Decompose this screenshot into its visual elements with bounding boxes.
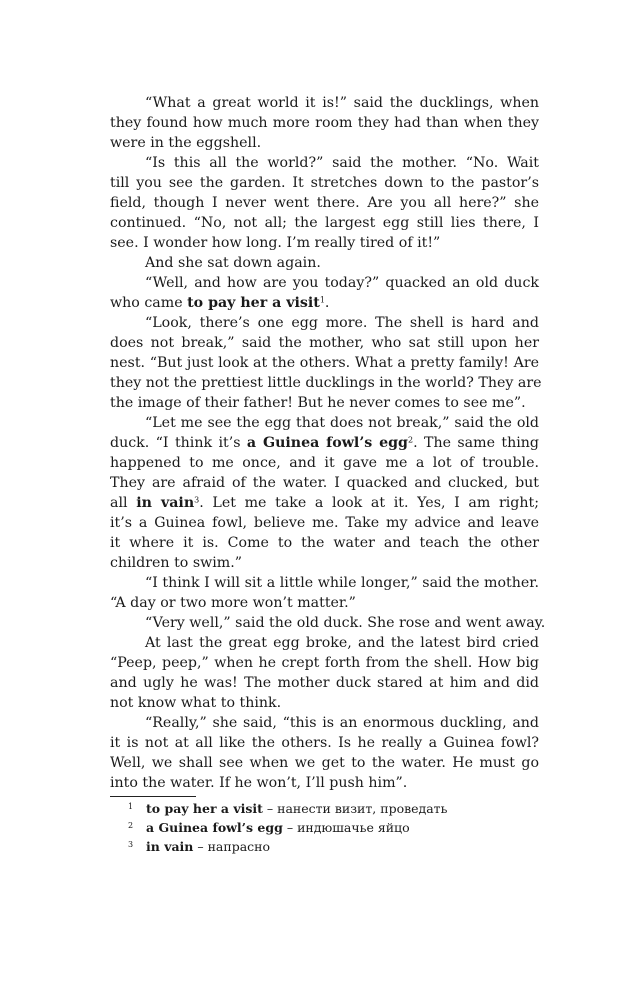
text-line: Well, we shall see when we get to the water. He must go	[110, 755, 539, 771]
text-line: “Well, and how are you today?” quacked an old duck	[145, 275, 539, 291]
text-line: “Is this all the world?” said the mother. “No. Wait	[145, 155, 539, 171]
footnote-dash: –	[262, 801, 278, 816]
text-line: till you see the garden. It stretches down to the pastor’s	[110, 175, 539, 191]
text-line: happened to me once, and it gave me a lot of trouble.	[110, 455, 539, 471]
text-line: nest. “But just look at the others. What a pretty family! Are	[110, 355, 539, 371]
footnote-term: to pay her a visit	[146, 801, 263, 816]
text-line: They are afraid of the water. I quacked and clucked, but	[110, 475, 539, 491]
text-line: into the water. If he won’t, I’ll push him”.	[110, 775, 408, 791]
text-run: who came	[110, 295, 188, 311]
text-line: And she sat down again.	[145, 255, 321, 271]
text-line: see. I wonder how long. I’m really tired of it!”	[110, 235, 441, 251]
text-line: At last the great egg broke, and the latest bird cried	[145, 635, 539, 651]
footnote-gloss: напрасно	[207, 839, 271, 854]
text-line: “What a great world it is!” said the ducklings, when	[145, 95, 539, 111]
footnote: 1 to pay her a visit – нанести визит, проведать	[128, 801, 448, 816]
glossed-phrase: to pay her a visit	[187, 295, 320, 311]
text-line: it is not at all like the others. Is he really a Guinea fowl?	[110, 735, 539, 751]
footnote: 2 a Guinea fowl’s egg – индюшачье яйцо	[128, 820, 410, 835]
text-line	[110, 293, 539, 313]
text-line	[110, 493, 539, 513]
footnote-term: in vain	[146, 839, 194, 854]
footnote-dash: –	[282, 820, 298, 835]
text-line: and ugly he was! The mother duck stared at him and did	[110, 675, 539, 691]
footnote-term: a Guinea fowl’s egg	[146, 820, 283, 835]
footnote: 3 in vain – напрасно	[128, 839, 271, 854]
text-line: not know what to think.	[110, 695, 282, 711]
footnote-gloss: нанести визит, проведать	[277, 801, 448, 816]
glossed-phrase: in vain	[136, 495, 195, 511]
text-run: .	[324, 295, 330, 311]
text-run: all	[110, 495, 137, 511]
text-line: it’s a Guinea fowl, believe me. Take my advice and leave	[110, 515, 539, 531]
text-line	[110, 433, 539, 453]
text-line: continued. “No, not all; the largest egg still lies there, I	[110, 215, 539, 231]
footnote-gloss: индюшачье яйцо	[297, 820, 410, 835]
text-line: “A day or two more won’t matter.”	[110, 595, 356, 611]
text-line: does not break,” said the mother, who sat still upon her	[110, 335, 539, 351]
footnote-ref: 2	[407, 435, 414, 445]
text-line: “Peep, peep,” when he crept forth from the shell. How big	[110, 655, 539, 671]
text-line: the image of their father! But he never comes to see me”.	[110, 395, 526, 411]
footnote-rule	[110, 796, 196, 797]
text-line: “I think I will sit a little while longer,” said the mother.	[145, 575, 539, 591]
text-run: duck. “I think it’s	[110, 435, 247, 451]
text-line: it where it is. Come to the water and teach the other	[110, 535, 539, 551]
text-line: “Look, there’s one egg more. The shell is hard and	[145, 315, 539, 331]
text-line: “Really,” she said, “this is an enormous duckling, and	[145, 715, 539, 731]
footnote-ref: 1	[319, 295, 325, 305]
text-run: . The same thing	[413, 435, 539, 451]
text-line: field, though I never went there. Are you all here?” she	[110, 195, 539, 211]
text-line: were in the eggshell.	[110, 135, 262, 151]
text-line: “Let me see the egg that does not break,” said the old	[145, 415, 539, 431]
text-line: “Very well,” said the old duck. She rose and went away.	[145, 615, 546, 631]
text-line: they not the prettiest little ducklings in the world? They are	[110, 375, 542, 391]
text-line: children to swim.”	[110, 555, 242, 571]
text-run: . Let me take a look at it. Yes, I am right;	[199, 495, 540, 511]
text-line: they found how much more room they had than when they	[110, 115, 539, 131]
footnote-dash: –	[193, 839, 208, 854]
footnote-ref: 3	[194, 495, 200, 505]
glossed-phrase: a Guinea fowl’s egg	[246, 435, 408, 451]
